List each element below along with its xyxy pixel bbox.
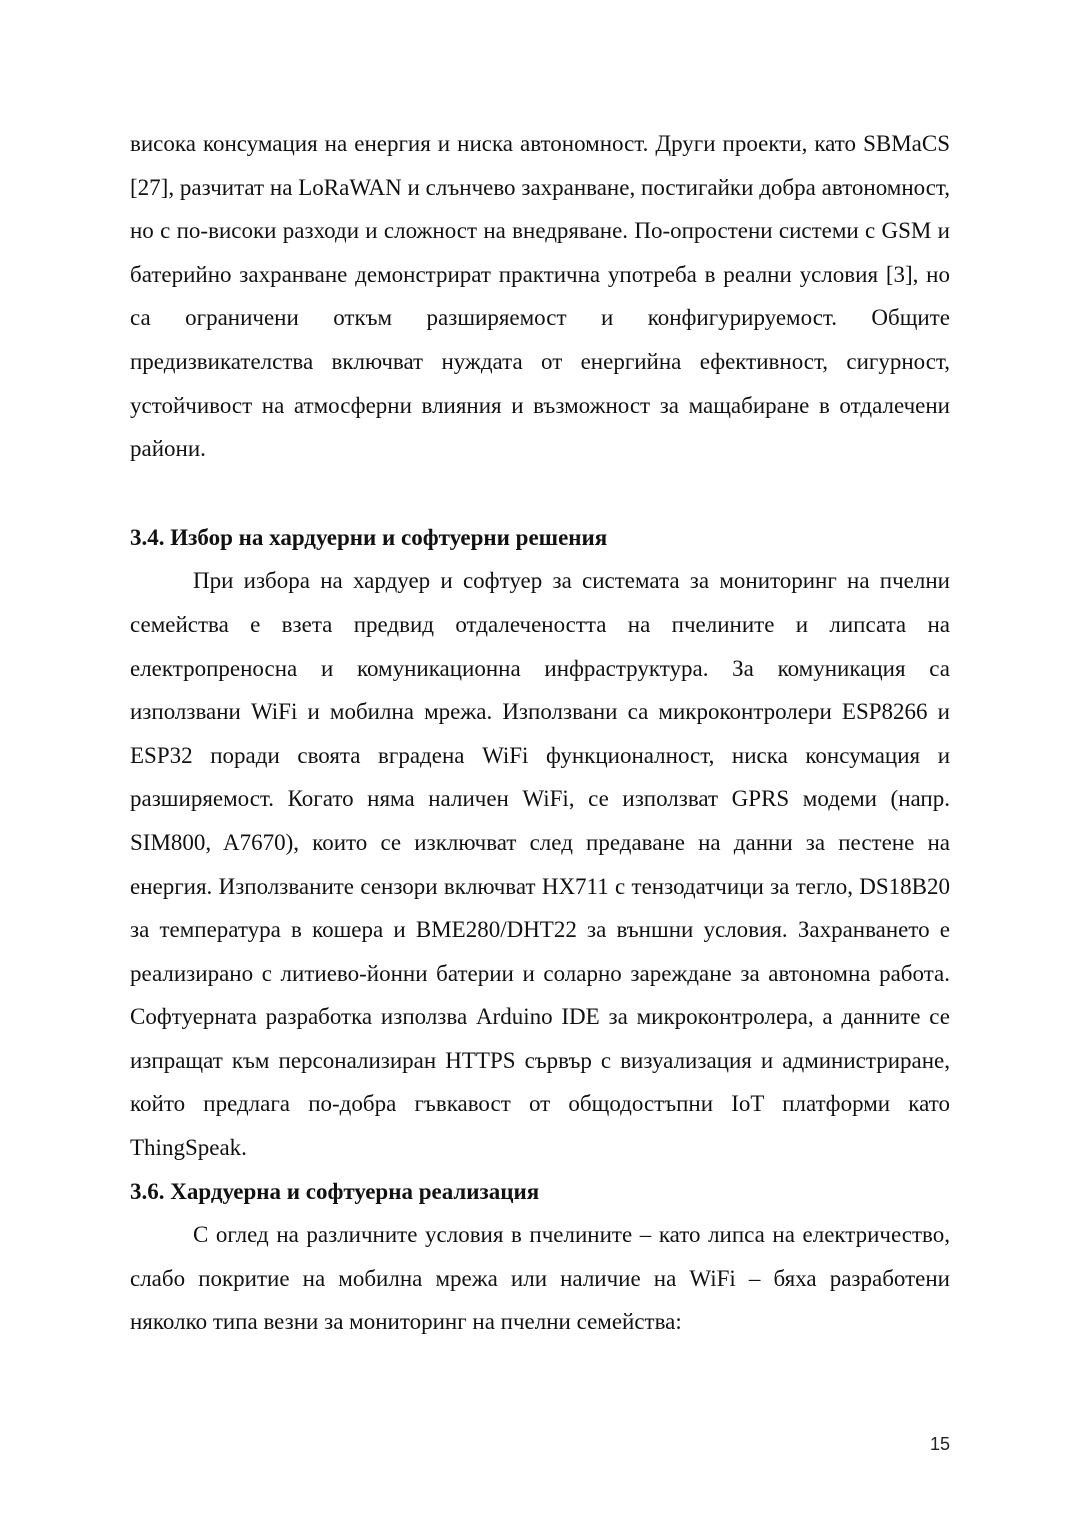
section-3-6-paragraph: С оглед на различните условия в пчелините – като липса на електричество, слабо покритие на мобилна мрежа или наличие на WiFi – бяха разработени няколко типа везни за мониторинг на пчелни семейства: xyxy=(130,1222,950,1335)
section-3-4-paragraph: При избора на хардуер и софтуер за системата за мониторинг на пчелни семейства е взета предвид отдалечеността на пчелините и липсата на електропреносна и комуникационна инфраструктура. За комуникация са използвани WiFi и мобилна мрежа. Използвани са микроконтролери ESP8266 и ESP32 поради своята вградена WiFi функционалност, ниска консумация и разширяемост. Когато няма наличен WiFi, се използват GPRS модеми (напр. SIM800, A7670), които се изключват след предаване на данни за пестене на енергия. Използваните сензори включват HX711 с тензодатчици за тегло, DS18B20 за температура в кошера и BME280/DHT22 за външни условия. Захранването е реализирано с литиево-йонни батерии и соларно зареждане за автономна работа. Софтуерната разработка използва Arduino IDE за микроконтролера, а данните се изпращат към персонализиран HTTPS сървър с визуализация и администриране, който предлага по-добра гъвкавост от общодостъпни IoT платформи като ThingSpeak. xyxy=(130,568,950,1161)
section-3-4-heading: 3.4. Избор на хардуерни и софтуерни решения xyxy=(130,524,608,550)
document-page xyxy=(130,122,950,1344)
page-number: 15 xyxy=(929,1434,950,1454)
intro-paragraph: висока консумация на енергия и ниска автономност. Други проекти, като SBMaCS [27], разчитат на LoRaWAN и слънчево захранване, постигайки добра автономност, но с по-високи разходи и сложност на внедряване. По-опростени системи с GSM и батерийно захранване демонстрират практична употреба в реални условия [3], но са ограничени откъм разширяемост и конфигурируемост. Общите предизвикателства включват нуждата от енергийна ефективност, сигурност, устойчивост на атмосферни влияния и възможност за мащабиране в отдалечени райони. xyxy=(130,131,950,462)
section-3-6-heading: 3.6. Хардуерна и софтуерна реализация xyxy=(130,1178,540,1204)
section-spacer xyxy=(130,471,950,516)
